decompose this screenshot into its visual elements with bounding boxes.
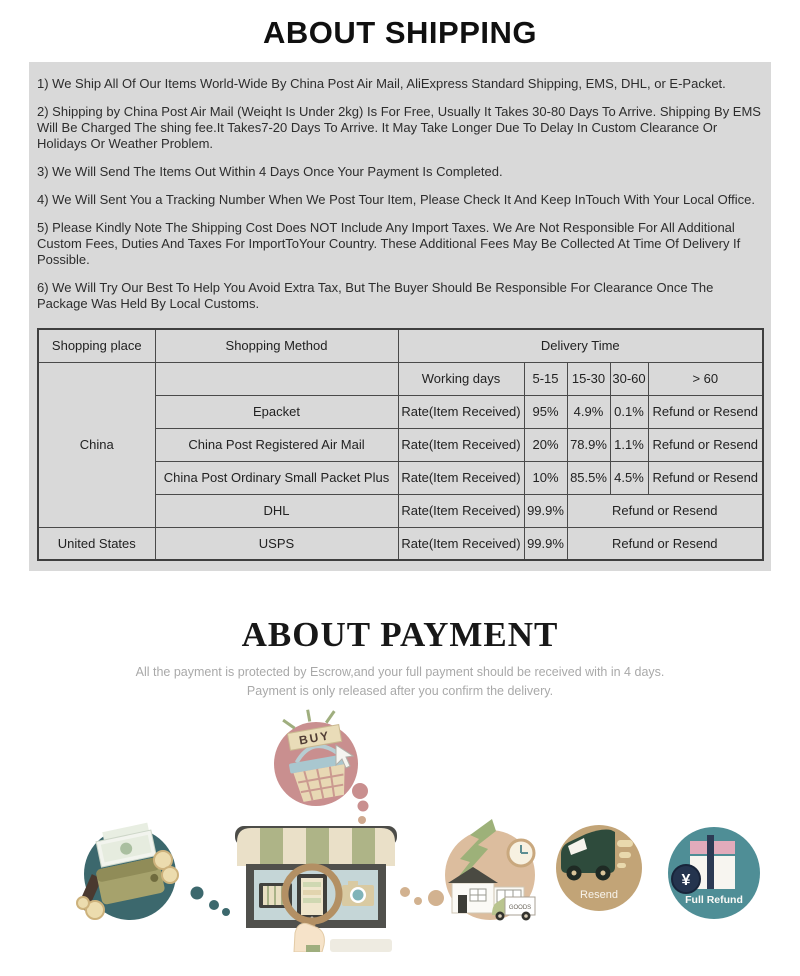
shipping-paragraph-6: 6) We Will Try Our Best To Help You Avoid Extra Tax, But The Buyer Should Be Responsible For Clearance Once The Package Was Held By Local Customs. bbox=[37, 280, 714, 311]
storefront-icon bbox=[235, 826, 397, 952]
empty-method-cell bbox=[155, 362, 398, 395]
method-cell: USPS bbox=[155, 527, 398, 560]
rate-value-cell: 85.5% bbox=[567, 461, 610, 494]
speed-line bbox=[617, 863, 626, 868]
resend-truck-icon bbox=[556, 825, 642, 911]
shipping-paragraph-1: 1) We Ship All Of Our Items World-Wide By China Post Air Mail, AliExpress Standard Shipping, EMS, DHL, or E-Packet. bbox=[37, 76, 726, 91]
range-30-60-cell: 30-60 bbox=[610, 362, 648, 395]
shipping-section-title: ABOUT SHIPPING bbox=[263, 15, 537, 50]
rate-value-cell: 1.1% bbox=[610, 428, 648, 461]
clock-icon bbox=[508, 840, 534, 866]
payment-subtitle-line-1: All the payment is protected by Escrow,and your full payment should be received with in 4 days. bbox=[135, 665, 665, 679]
range-over-60-cell: > 60 bbox=[648, 362, 763, 395]
rate-cell: Rate(Item Received) bbox=[398, 527, 524, 560]
sprig bbox=[283, 718, 295, 730]
table-subheader-row bbox=[38, 362, 763, 395]
shipping-paragraph-3: 3) We Will Send The Items Out Within 4 Days Once Your Payment Is Completed. bbox=[37, 164, 503, 179]
rate-value-cell: 20% bbox=[524, 428, 567, 461]
rate-value-cell: 99.9% bbox=[524, 494, 567, 527]
buy-basket-icon bbox=[274, 707, 358, 806]
shipping-panel bbox=[29, 62, 771, 571]
method-cell: China Post Ordinary Small Packet Plus bbox=[155, 461, 398, 494]
payment-subtitle-line-2: Payment is only released after you confirm the delivery. bbox=[246, 684, 554, 698]
shipping-paragraph-4: 4) We Will Sent You a Tracking Number When We Post Tour Item, Please Check It And Keep InTouch With Your Local Office. bbox=[37, 192, 756, 207]
region-us-cell: United States bbox=[38, 527, 155, 560]
payment-subtitle bbox=[0, 663, 800, 701]
working-days-cell: Working days bbox=[398, 362, 524, 395]
van-body bbox=[561, 830, 615, 874]
full-refund-icon bbox=[668, 827, 760, 919]
shipping-paragraph-5: 5) Please Kindly Note The Shipping Cost Does NOT Include Any Import Taxes. We Are Not Responsible For All Additional Custom Fees, Duties And Taxes For ImportToYour Country. These Additional Fees May Be Collected At Time Of Delivery If Possible. bbox=[37, 220, 741, 267]
gift-box bbox=[714, 856, 735, 889]
result-cell: Refund or Resend bbox=[648, 461, 763, 494]
method-cell: DHL bbox=[155, 494, 398, 527]
table-header-row bbox=[38, 329, 763, 362]
rate-value-cell: 4.5% bbox=[610, 461, 648, 494]
rate-value-cell: 10% bbox=[524, 461, 567, 494]
gift-top bbox=[690, 841, 709, 854]
shipping-paragraph-2: 2) Shipping by China Post Air Mail (Weiqht Is Under 2kg) Is For Free, Usually It Takes 30-80 Days To Arrive. Shipping By EMS Will Be Charged The shing fee.It Takes7-20 Days To Arrive. It May Take Longer Due To Delay In Custom Clearance Or Holidays Or Weather Problem. bbox=[37, 104, 761, 151]
gift-top bbox=[714, 841, 735, 854]
dots-store-to-goods bbox=[400, 887, 444, 906]
sprig bbox=[308, 710, 310, 722]
dots-buy-to-store bbox=[352, 783, 369, 824]
method-cell: China Post Registered Air Mail bbox=[155, 428, 398, 461]
sprig bbox=[324, 711, 336, 723]
method-cell: Epacket bbox=[155, 395, 398, 428]
result-cell: Refund or Resend bbox=[648, 395, 763, 428]
goods-delivery-icon bbox=[445, 819, 535, 921]
speed-line bbox=[619, 852, 631, 858]
payment-section-title: ABOUT PAYMENT bbox=[241, 615, 559, 654]
delivery-time-table bbox=[37, 328, 764, 561]
buy-label: BUY bbox=[298, 728, 332, 748]
awning bbox=[237, 828, 395, 866]
result-cell: Refund or Resend bbox=[567, 494, 763, 527]
counter bbox=[330, 939, 392, 952]
header-shopping-place: Shopping place bbox=[38, 329, 155, 362]
table-row bbox=[38, 527, 763, 560]
rate-value-cell: 78.9% bbox=[567, 428, 610, 461]
result-cell: Refund or Resend bbox=[567, 527, 763, 560]
region-china-cell: China bbox=[38, 362, 155, 527]
dots-wallet-to-store bbox=[191, 887, 231, 917]
rate-value-cell: 0.1% bbox=[610, 395, 648, 428]
result-cell: Refund or Resend bbox=[648, 428, 763, 461]
header-shopping-method: Shopping Method bbox=[155, 329, 398, 362]
goods-label: GOODS bbox=[508, 905, 532, 911]
gift-ribbon bbox=[707, 835, 714, 889]
wallet-money-icon bbox=[77, 822, 178, 920]
rate-cell: Rate(Item Received) bbox=[398, 395, 524, 428]
yen-symbol: ¥ bbox=[681, 872, 691, 889]
range-15-30-cell: 15-30 bbox=[567, 362, 610, 395]
rate-value-cell: 95% bbox=[524, 395, 567, 428]
header-delivery-time: Delivery Time bbox=[398, 329, 763, 362]
rate-cell: Rate(Item Received) bbox=[398, 494, 524, 527]
rate-cell: Rate(Item Received) bbox=[398, 461, 524, 494]
payment-icons-svg bbox=[0, 707, 800, 952]
phone-icon bbox=[297, 874, 327, 922]
resend-label: Resend bbox=[580, 889, 618, 901]
full-refund-label: Full Refund bbox=[685, 894, 743, 906]
rate-cell: Rate(Item Received) bbox=[398, 428, 524, 461]
payment-process-illustration bbox=[0, 707, 800, 952]
rate-value-cell: 4.9% bbox=[567, 395, 610, 428]
rate-value-cell: 99.9% bbox=[524, 527, 567, 560]
range-5-15-cell: 5-15 bbox=[524, 362, 567, 395]
speed-line bbox=[617, 840, 633, 847]
